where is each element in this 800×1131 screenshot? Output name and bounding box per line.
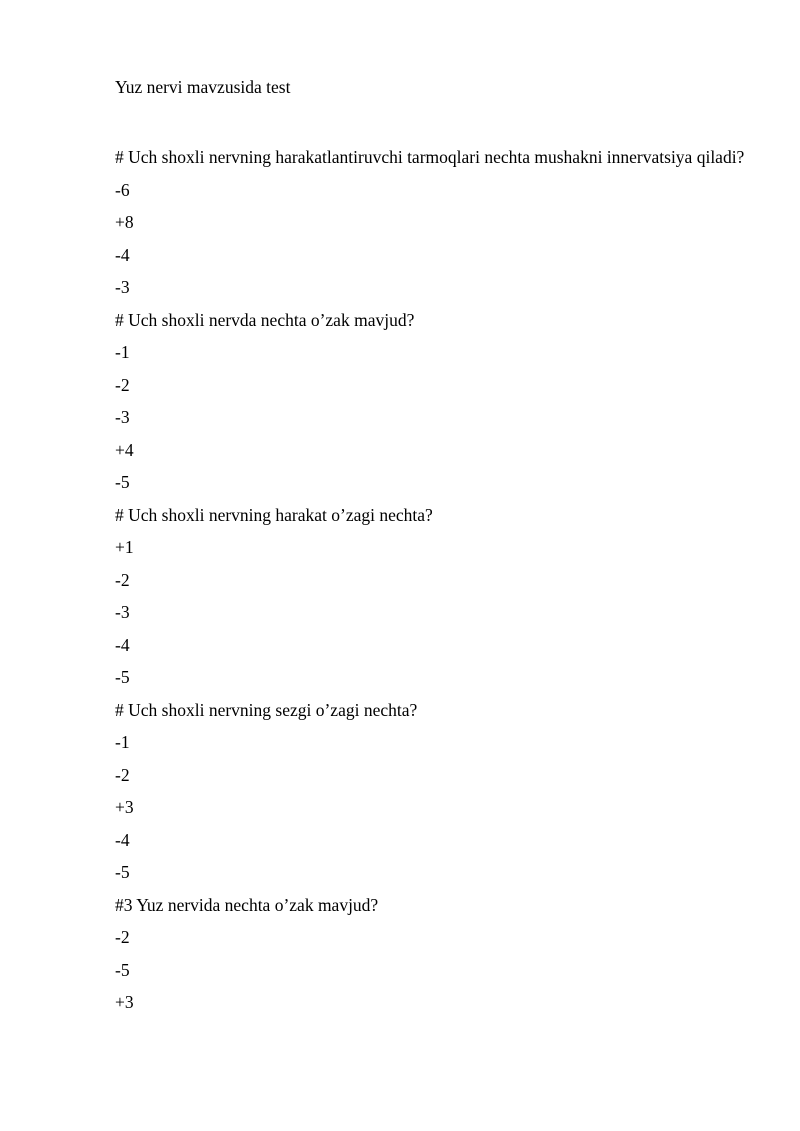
answer-option: +8 — [115, 212, 134, 232]
answer-option: +3 — [115, 797, 134, 817]
question-3: # Uch shoxli nervning harakat o’zagi nechta? — [115, 504, 433, 525]
answer-option: -5 — [115, 862, 130, 882]
document-body — [115, 141, 745, 1019]
answer-option: -6 — [115, 179, 130, 200]
answer-option: -2 — [115, 374, 130, 395]
answer-option: +3 — [115, 992, 134, 1012]
answer-option: -2 — [115, 764, 130, 785]
answer-option: -5 — [115, 472, 130, 492]
question-2: # Uch shoxli nervda nechta o’zak mavjud? — [115, 309, 415, 330]
answer-option: -2 — [115, 569, 130, 590]
document-title: Yuz nervi mavzusida test — [115, 77, 291, 97]
answer-option: +1 — [115, 537, 134, 557]
answer-option: -1 — [115, 732, 130, 752]
answer-option: -1 — [115, 342, 130, 362]
answer-option: -2 — [115, 927, 130, 947]
answer-option: -5 — [115, 959, 130, 980]
answer-option: -5 — [115, 667, 130, 687]
answer-option: -4 — [115, 244, 130, 265]
question-4: # Uch shoxli nervning sezgi o’zagi nechta? — [115, 699, 418, 720]
answer-option: -3 — [115, 277, 130, 297]
answer-option: -4 — [115, 829, 130, 850]
answer-option: -3 — [115, 602, 130, 622]
question-1: # Uch shoxli nervning harakatlantiruvchi tarmoqlari nechta mushakni innervatsiya qiladi? — [115, 147, 745, 167]
answer-option: -3 — [115, 407, 130, 427]
question-5: #3 Yuz nervida nechta o’zak mavjud? — [115, 894, 379, 915]
answer-option: -4 — [115, 634, 130, 655]
answer-option: +4 — [115, 439, 134, 460]
